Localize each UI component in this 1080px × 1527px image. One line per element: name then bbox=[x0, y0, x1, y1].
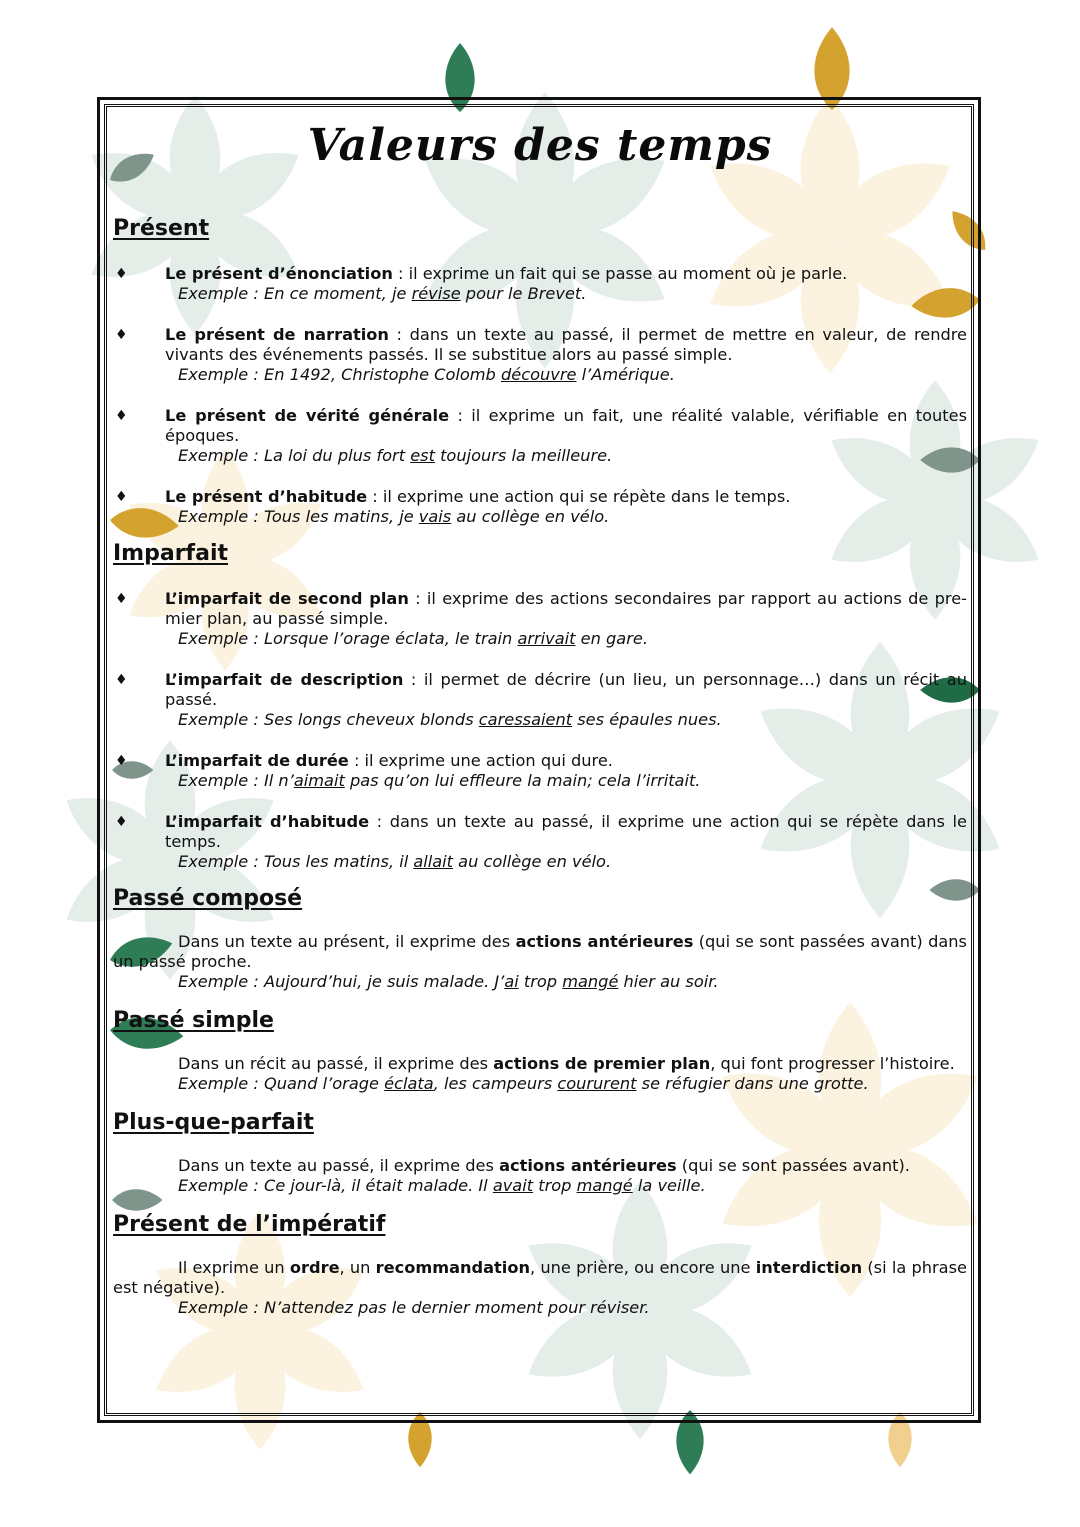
diamond-bullet-icon: ♦ bbox=[115, 672, 128, 688]
example: Exemple : Ses longs cheveux blonds caressaient ses épaules nues. bbox=[178, 710, 722, 729]
diamond-bullet-icon: ♦ bbox=[115, 408, 128, 424]
list-item: ♦ L’imparfait de second plan : il exprime des actions secondaires par rapport au actions de pre-mier plan, au passé simple. Exemple : Lorsque l’orage éclata, le train arrivait en gare. bbox=[115, 589, 967, 648]
example: Exemple : La loi du plus fort est toujours la meilleure. bbox=[178, 446, 613, 465]
example: Exemple : Aujourd’hui, je suis malade. J’ai trop mangé hier au soir. bbox=[178, 972, 719, 991]
paragraph: Dans un texte au passé, il exprime des actions antérieures (qui se sont passées avant). bbox=[178, 1156, 910, 1175]
section-heading-passe-simple: Passé simple bbox=[113, 1008, 274, 1033]
diamond-bullet-icon: ♦ bbox=[115, 753, 128, 769]
example: Exemple : En ce moment, je révise pour le Brevet. bbox=[178, 284, 587, 303]
section-heading-imperatif: Présent de l’impératif bbox=[113, 1212, 386, 1237]
document-body bbox=[113, 110, 967, 1318]
list-item: ♦ Le présent d’habitude : il exprime une action qui se répète dans le temps. Exemple : Tous les matins, je vais au collège en vélo. bbox=[113, 487, 967, 527]
list-item: ♦ Le présent d’énonciation : il exprime un fait qui se passe au moment où je parle. Exemple : En ce moment, je révise pour le Brevet. bbox=[113, 264, 967, 304]
list-item: ♦ Le présent de narration : dans un texte au passé, il permet de mettre en valeur, de rendre vivants des événements passés. Il se substitue alors au passé simple. Exemple : En 1492, Christophe Colomb découvre l’Amérique. bbox=[115, 325, 967, 384]
example: Exemple : Tous les matins, je vais au collège en vélo. bbox=[178, 507, 610, 526]
diamond-bullet-icon: ♦ bbox=[115, 489, 128, 505]
paragraph: Dans un texte au présent, il exprime des actions antérieures (qui se sont passées avant) dans un passé proche. bbox=[113, 932, 967, 971]
diamond-bullet-icon: ♦ bbox=[115, 327, 128, 343]
section-heading-plus-que-parfait: Plus-que-parfait bbox=[113, 1110, 314, 1135]
list-item: ♦ L’imparfait d’habitude : dans un texte au passé, il exprime une action qui se répète dans le temps. Exemple : Tous les matins, il allait au collège en vélo. bbox=[115, 812, 967, 871]
page-title: Valeurs des temps bbox=[307, 120, 773, 171]
diamond-bullet-icon: ♦ bbox=[115, 591, 128, 607]
example: Exemple : Tous les matins, il allait au collège en vélo. bbox=[178, 852, 612, 871]
diamond-bullet-icon: ♦ bbox=[115, 814, 128, 830]
example: Exemple : En 1492, Christophe Colomb découvre l’Amérique. bbox=[178, 365, 675, 384]
example: Exemple : N’attendez pas le dernier moment pour réviser. bbox=[178, 1298, 650, 1317]
section-heading-present: Présent bbox=[113, 216, 210, 241]
example: Exemple : Quand l’orage éclata, les campeurs coururent se réfugier dans une grotte. bbox=[178, 1074, 869, 1093]
paragraph: Dans un récit au passé, il exprime des actions de premier plan, qui font progresser l’histoire. bbox=[178, 1054, 955, 1073]
example: Exemple : Il n’aimait pas qu’on lui effleure la main; cela l’irritait. bbox=[178, 771, 701, 790]
example: Exemple : Lorsque l’orage éclata, le train arrivait en gare. bbox=[178, 629, 648, 648]
section-heading-passe-compose: Passé composé bbox=[113, 886, 303, 911]
paragraph: Il exprime un ordre, un recommandation, une prière, ou encore une interdiction (si la phrase est négative). bbox=[113, 1258, 967, 1297]
example: Exemple : Ce jour-là, il était malade. Il avait trop mangé la veille. bbox=[178, 1176, 706, 1195]
list-item: ♦ Le présent de vérité générale : il exprime un fait, une réalité valable, vérifiable en toutes époques. Exemple : La loi du plus fort est toujours la meilleure. bbox=[115, 406, 967, 465]
list-item: ♦ L’imparfait de durée : il exprime une action qui dure. Exemple : Il n’aimait pas qu’on lui effleure la main; cela l’irritait. bbox=[113, 751, 967, 791]
list-item: ♦ L’imparfait de description : il permet de décrire (un lieu, un personnage…) dans un récit au passé. Exemple : Ses longs cheveux blonds caressaient ses épaules nues. bbox=[115, 670, 967, 729]
section-heading-imparfait: Imparfait bbox=[113, 541, 229, 566]
diamond-bullet-icon: ♦ bbox=[115, 266, 128, 282]
